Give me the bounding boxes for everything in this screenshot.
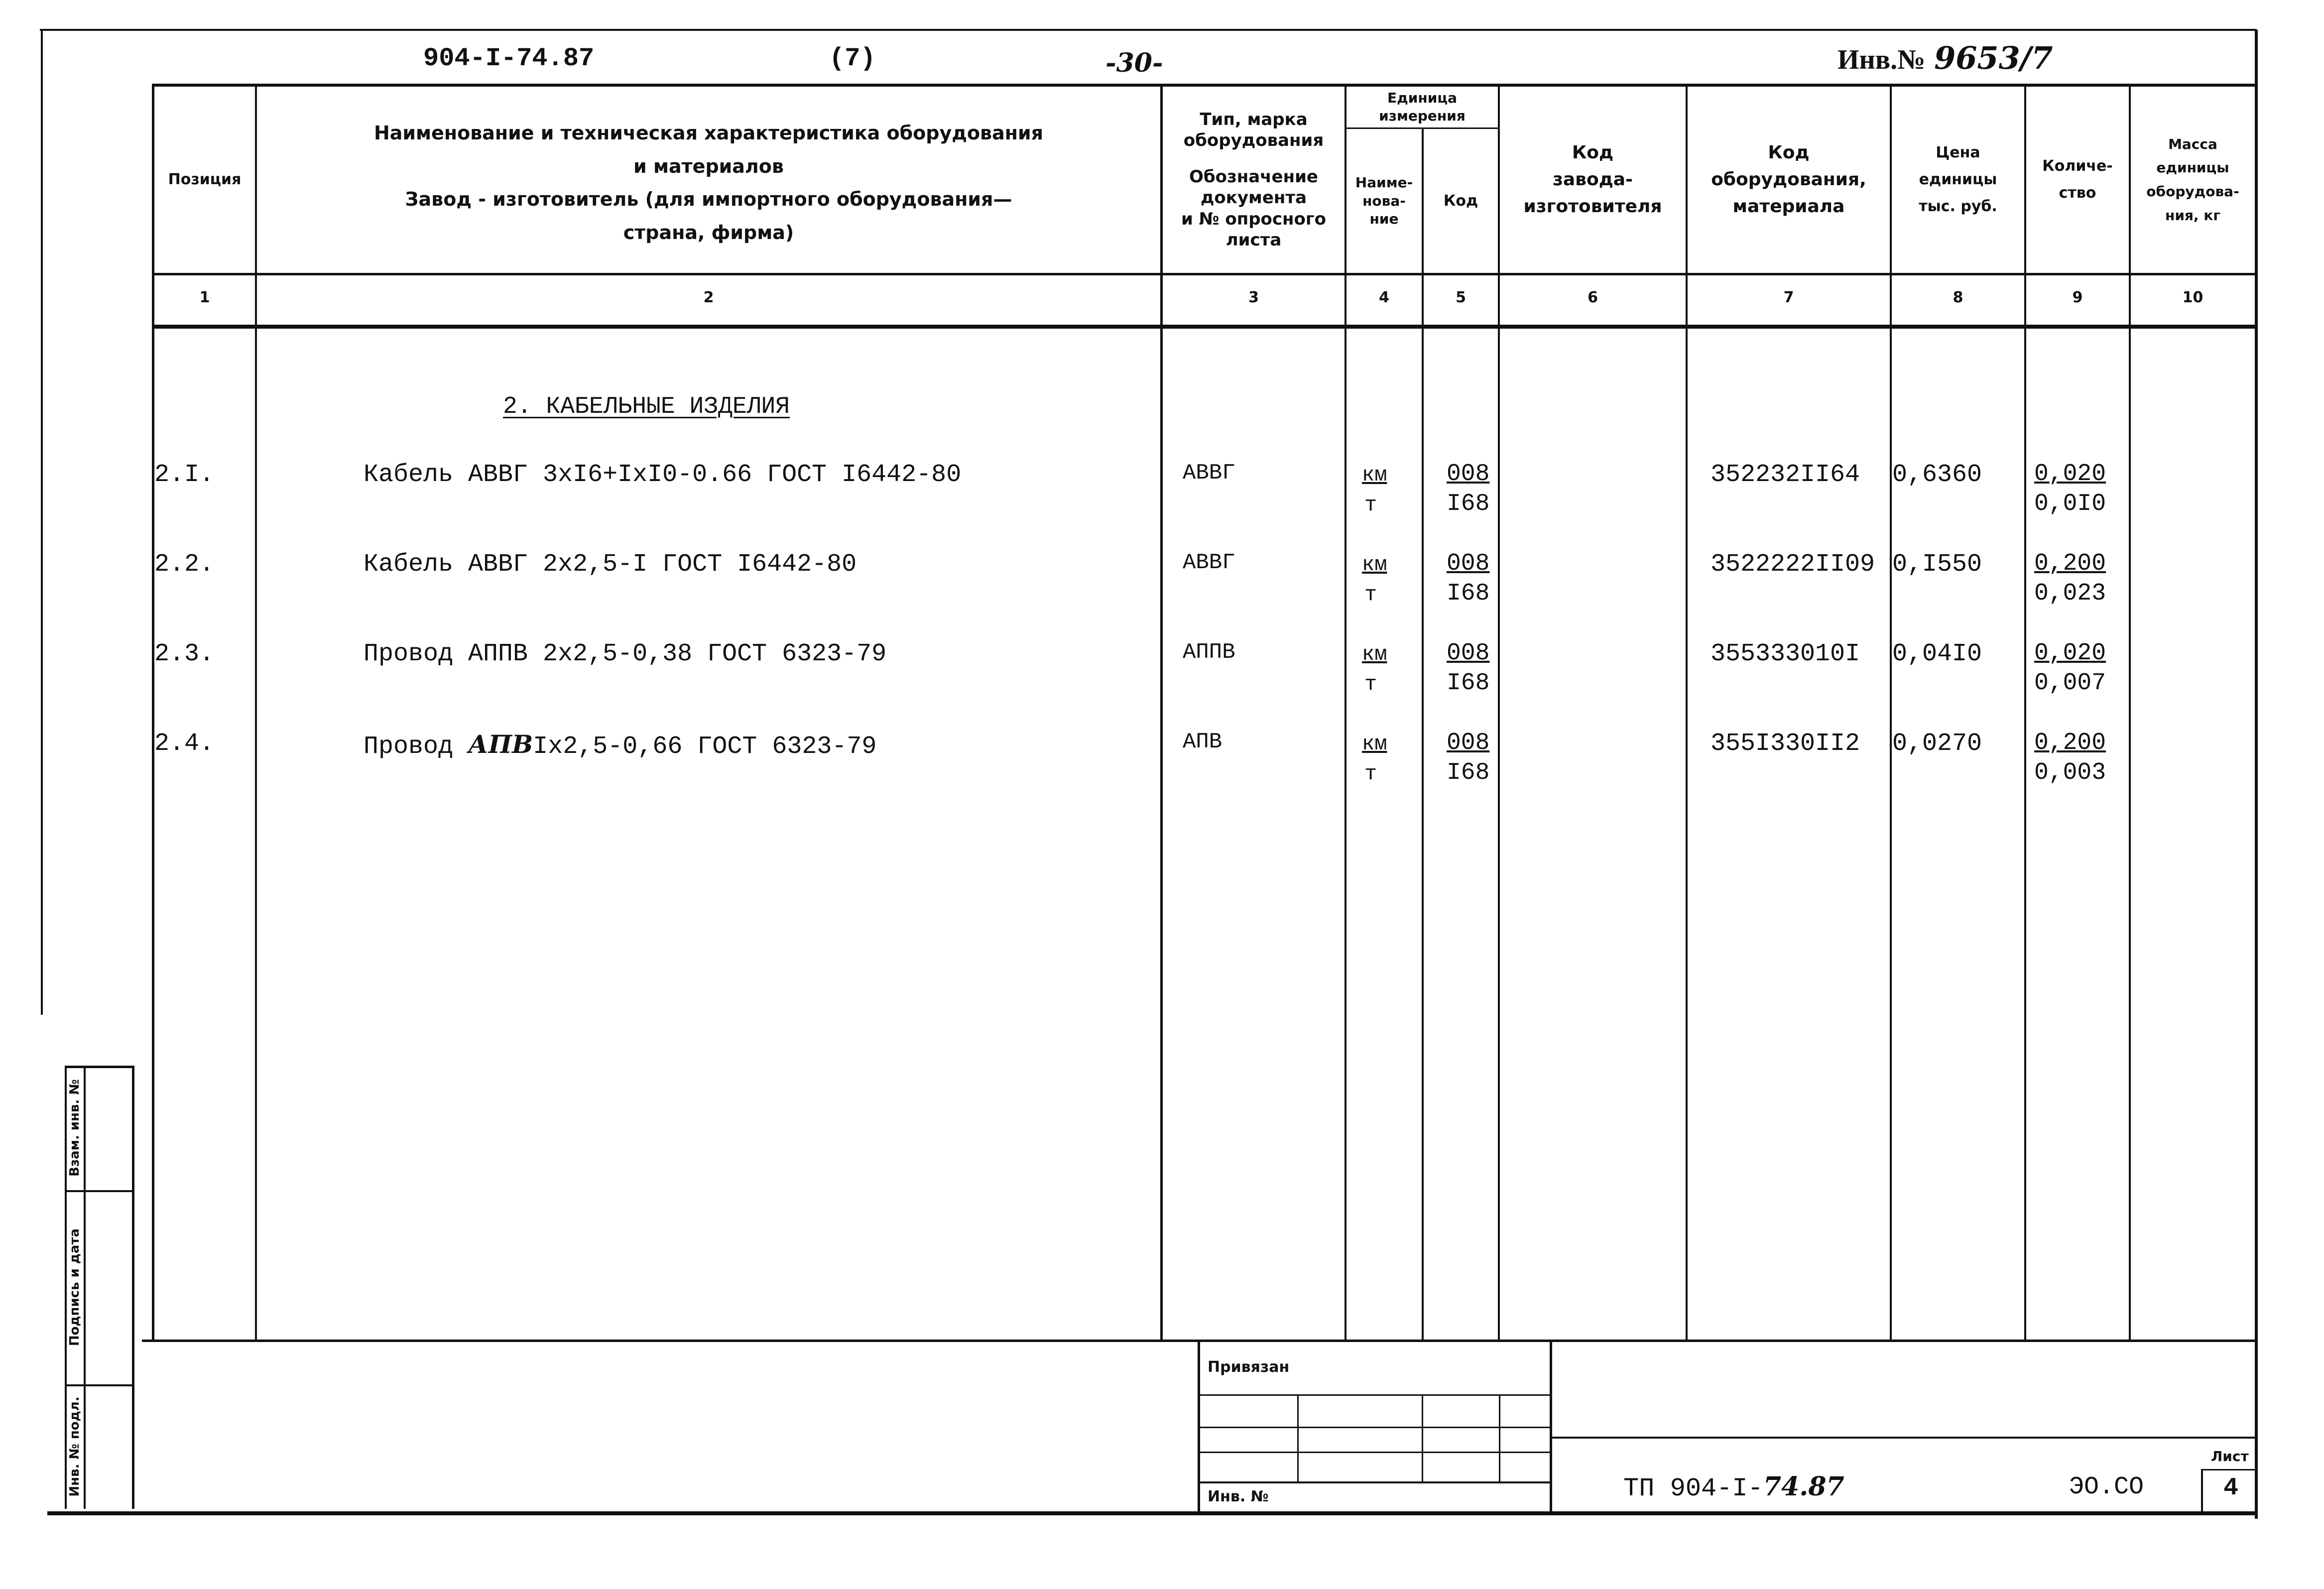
- col-header-factory-code: [1500, 87, 1686, 273]
- col-8-line-2: единицы: [1919, 171, 1997, 188]
- col-header-unit-name: [1346, 129, 1422, 273]
- unit-group-header: [1346, 87, 1498, 127]
- row-qty-bottom: 0,023: [2034, 580, 2106, 607]
- col-8-line-3: тыс. руб.: [1919, 198, 1997, 215]
- row-code-bottom: I68: [1447, 759, 1490, 786]
- doc-suffix: ЭО.СО: [2069, 1473, 2144, 1501]
- stamp-replace-inv: Взам. инв. №: [67, 1079, 82, 1177]
- col-9-line-2: ство: [2059, 184, 2096, 202]
- col-header-price: [1892, 87, 2024, 273]
- row-name: Кабель АВВГ 3хI6+IхI0-0.66 ГОСТ I6442-80: [364, 461, 962, 489]
- col-header-equipment-code: [1688, 87, 1890, 273]
- col-9-line-1: Количе-: [2042, 157, 2113, 175]
- col-header-position: [154, 87, 255, 273]
- inventory-number: 9653/7: [1934, 40, 2053, 76]
- row-code-bottom: I68: [1447, 490, 1490, 517]
- row-equipment-code: 3522222II09: [1711, 550, 1875, 579]
- col-num-3: 3: [1248, 289, 1259, 306]
- row-name: [364, 730, 876, 761]
- linked-label: Привязан: [1208, 1358, 1290, 1376]
- inventory-stamp: [1837, 40, 2053, 76]
- row-code-bottom: I68: [1447, 580, 1490, 607]
- col-2-line-1: Наименование и техническая характеристика оборудования: [373, 122, 1044, 144]
- sheet-label: Лист: [2211, 1448, 2249, 1465]
- col-2-line-3: Завод - изготовитель (для импортного оборудования—: [405, 188, 1012, 210]
- col-num-1: 1: [199, 289, 210, 306]
- col-10-line-4: ния, кг: [2165, 207, 2220, 224]
- col-header-name: [257, 87, 1160, 273]
- row-type: АВВГ: [1183, 461, 1235, 486]
- row-price: 0,0270: [1892, 730, 1982, 758]
- col-10-line-3: оборудова-: [2146, 183, 2239, 200]
- inventory-label: Инв.№: [1837, 44, 1926, 75]
- doc-code: [1623, 1471, 1844, 1503]
- col-10-line-1: Масса: [2168, 135, 2217, 152]
- col-3-line-2: оборудования: [1183, 130, 1324, 150]
- stamp-original-inv: Инв. № подл.: [67, 1396, 82, 1497]
- stamp-signature-date: Подпись и дата: [67, 1228, 82, 1346]
- row-code-top: 008: [1447, 550, 1490, 577]
- row-type: АППВ: [1183, 640, 1235, 665]
- row-name: Провод АППВ 2х2,5-0,38 ГОСТ 6323-79: [364, 640, 887, 668]
- inv-label: Инв. №: [1208, 1488, 1269, 1505]
- col-7-line-1: Код: [1768, 142, 1810, 163]
- row-qty-bottom: 0,0I0: [2034, 490, 2106, 517]
- row-qty-bottom: 0,007: [2034, 670, 2106, 697]
- doc-code-hand: 74.87: [1763, 1471, 1844, 1502]
- col-1-title: Позиция: [168, 170, 242, 188]
- row-type: АВВГ: [1183, 550, 1235, 575]
- page-number: -30-: [1105, 48, 1163, 78]
- col-header-quantity: [2026, 87, 2129, 273]
- row-code-bottom: I68: [1447, 670, 1490, 697]
- sheet-mark: (7): [829, 44, 876, 73]
- unit-group-line-2: измерения: [1379, 108, 1466, 124]
- row-unit-bottom: т: [1364, 493, 1377, 517]
- row-equipment-code: 352232II64: [1711, 461, 1860, 489]
- col-2-line-2: и материалов: [633, 155, 784, 177]
- col-header-unit-code: [1424, 129, 1498, 273]
- col-num-7: 7: [1783, 289, 1794, 306]
- doc-code-prefix: ТП 904-I-: [1623, 1474, 1763, 1503]
- col-header-mass: [2131, 87, 2255, 273]
- col-6-line-2: завода-: [1552, 169, 1633, 190]
- project-code-text: 904-I-74.87: [423, 44, 595, 73]
- col-num-10: 10: [2182, 289, 2203, 306]
- section-title-text: 2. КАБЕЛЬНЫЕ ИЗДЕЛИЯ: [503, 393, 790, 420]
- col-4-line-3: ние: [1369, 211, 1399, 228]
- row-name-suffix: Iх2,5-0,66 ГОСТ 6323-79: [533, 733, 877, 761]
- col-num-9: 9: [2072, 289, 2083, 306]
- row-price: 0,6360: [1892, 461, 1982, 489]
- sheet-number: 4: [2223, 1474, 2239, 1502]
- row-type: АПВ: [1183, 730, 1223, 754]
- row-unit-top: км: [1362, 553, 1387, 577]
- row-price: 0,04I0: [1892, 640, 1982, 668]
- col-num-4: 4: [1379, 289, 1389, 306]
- row-unit-top: км: [1362, 463, 1387, 487]
- col-7-line-2: оборудования,: [1711, 169, 1866, 190]
- row-price: 0,I550: [1892, 550, 1982, 579]
- col-3-line-6: листа: [1225, 230, 1282, 250]
- col-10-line-2: единицы: [2156, 159, 2229, 176]
- col-8-line-1: Цена: [1936, 144, 1980, 161]
- row-position: 2.I.: [154, 461, 215, 489]
- col-3-line-3: Обозначение: [1189, 166, 1318, 187]
- row-unit-bottom: т: [1364, 583, 1377, 607]
- row-qty-top: 0,200: [2034, 550, 2106, 577]
- col-2-line-4: страна, фирма): [623, 221, 794, 244]
- col-4-line-1: Наиме-: [1355, 174, 1413, 191]
- col-num-2: 2: [703, 289, 714, 306]
- col-3-line-1: Тип, марка: [1200, 109, 1308, 129]
- row-code-top: 008: [1447, 640, 1490, 667]
- row-position: 2.4.: [154, 730, 215, 758]
- col-header-type: [1163, 87, 1345, 273]
- row-name: Кабель АВВГ 2х2,5-I ГОСТ I6442-80: [364, 550, 857, 579]
- row-position: 2.3.: [154, 640, 215, 668]
- row-position: 2.2.: [154, 550, 215, 579]
- col-num-6: 6: [1588, 289, 1598, 306]
- row-qty-top: 0,020: [2034, 461, 2106, 488]
- row-equipment-code: 355I330II2: [1711, 730, 1860, 758]
- row-code-top: 008: [1447, 730, 1490, 756]
- row-qty-bottom: 0,003: [2034, 759, 2106, 786]
- col-6-line-3: изготовителя: [1523, 196, 1662, 217]
- unit-group-line-1: Единица: [1387, 89, 1457, 106]
- row-unit-bottom: т: [1364, 762, 1377, 786]
- section-title: [503, 393, 790, 420]
- row-equipment-code: 355333010I: [1711, 640, 1860, 668]
- col-5-title: Код: [1443, 192, 1478, 210]
- col-6-line-1: Код: [1572, 142, 1614, 163]
- col-4-line-2: нова-: [1362, 192, 1406, 209]
- row-unit-top: км: [1362, 642, 1387, 666]
- row-code-top: 008: [1447, 461, 1490, 488]
- row-unit-top: км: [1362, 732, 1387, 756]
- row-qty-top: 0,020: [2034, 640, 2106, 667]
- row-name-prefix: Провод: [364, 733, 454, 761]
- col-3-line-5: и № опросного: [1181, 209, 1327, 229]
- col-7-line-3: материала: [1732, 196, 1845, 217]
- project-code: [423, 44, 594, 73]
- col-num-8: 8: [1953, 289, 1963, 306]
- row-name-hand: АПВ: [468, 730, 533, 759]
- col-num-5: 5: [1456, 289, 1466, 306]
- row-unit-bottom: т: [1364, 672, 1377, 696]
- col-3-line-4: документа: [1200, 188, 1307, 208]
- row-qty-top: 0,200: [2034, 730, 2106, 756]
